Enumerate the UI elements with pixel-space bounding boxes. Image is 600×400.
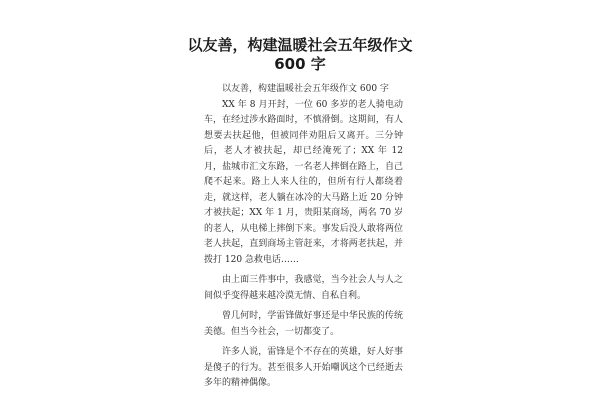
paragraph-subtitle: 以友善，构建温暖社会五年级作文 600 字 [222,84,389,94]
title-line-2: 600 字 [274,55,326,73]
title-line-1: 以友善，构建温暖社会五年级作文 [187,36,413,54]
document-title [150,36,450,74]
paragraph-lei-feng: 许多人说，雷锋是个不存在的英雄，好人好事是傻子的行为。甚至很多人开始嘲讽这个已经逝去多年的精神偶像。 [204,347,403,388]
paragraph-reflection: 由上面三件事中，我感觉，当今社会人与人之间似乎变得越来越冷漠无情、自私自利。 [204,275,403,301]
paragraph-incidents: XX 年 8 月开封，一位 60 多岁的老人骑电动车，在经过涉水路面时，不慎滑倒。这期间，有人想要去扶起他，但被同伴劝阻后又离开。三分钟后，老人才被扶起，却已经淹死了；XX 年 12 月，盐城市汇文东路，一名老人摔倒在路上，自己爬不起来。路上人来人往的，但所有行人都绕着走，就这样，老人躺在冰冷的大马路上近 20 分钟才被扶起；XX 年 1 月，贵阳某商场，两名 70 岁的老人，从电梯上摔倒下来。事发后没人敢将两位老人扶起，直到商场主管赶来，才将两老扶起，并拨打 120 急救电话…… [204,99,403,265]
paragraph-tradition: 曾几何时，学雷锋做好事还是中华民族的传统美德。但当今社会，一切都变了。 [204,311,403,337]
document-body [204,82,403,392]
